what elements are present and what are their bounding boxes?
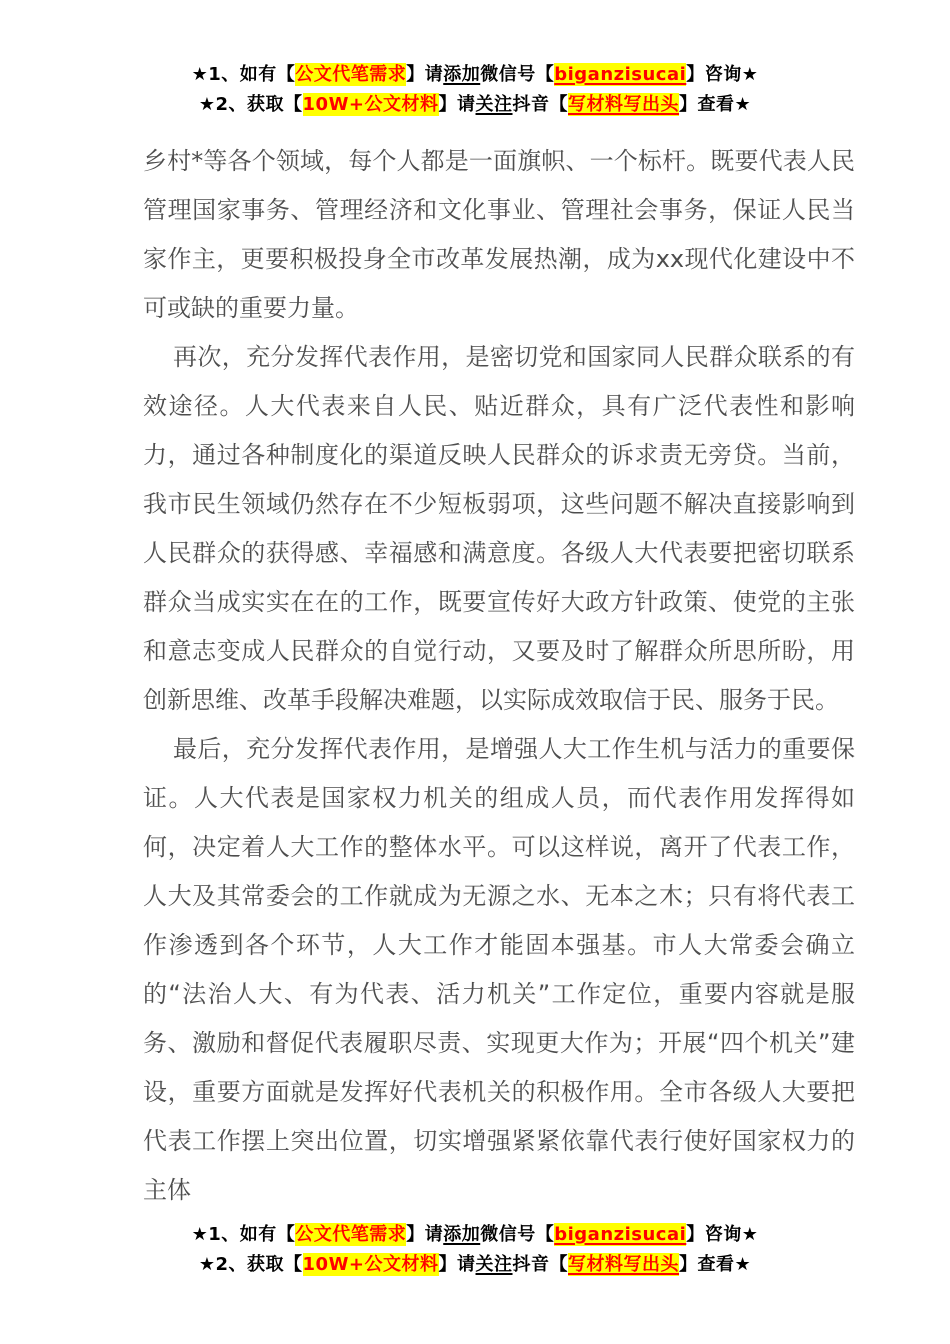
promo-text-segment: 抖音【	[512, 1254, 569, 1275]
promo-text-segment: ★1、如有【	[191, 1224, 296, 1245]
promo-text-segment: 】请	[438, 1254, 476, 1275]
promo-text-segment: 】请	[406, 64, 444, 85]
promo-footer-line-1	[0, 1220, 950, 1250]
promo-text-segment: 】查看★	[679, 94, 752, 115]
promo-text-segment: biganzisucai	[554, 64, 687, 85]
promo-text-segment: ★1、如有【	[191, 64, 296, 85]
promo-text-segment: 10W+公文材料	[302, 94, 439, 115]
promo-footer-line-2	[0, 1250, 950, 1280]
promo-text-segment: 】请	[438, 94, 476, 115]
promo-footer	[0, 1220, 950, 1280]
promo-text-segment: 关注	[475, 94, 513, 115]
document-body	[143, 137, 855, 1215]
promo-text-segment: 公文代笔需求	[295, 64, 407, 85]
body-paragraph-2: 再次，充分发挥代表作用，是密切党和国家同人民群众联系的有效途径。人大代表来自人民、贴近群众，具有广泛代表性和影响力，通过各种制度化的渠道反映人民群众的诉求责无旁贷。当前，我市民生领域仍然存在不少短板弱项，这些问题不解决直接影响到人民群众的获得感、幸福感和满意度。各级人大代表要把密切联系群众当成实实在在的工作，既要宣传好大政方针政策、使党的主张和意志变成人民群众的自觉行动，又要及时了解群众所思所盼，用创新思维、改革手段解决难题，以实际成效取信于民、服务于民。	[143, 343, 855, 714]
promo-text-segment: 抖音【	[512, 94, 569, 115]
promo-header-line-1	[0, 60, 950, 90]
promo-text-segment: 微信号【	[480, 1224, 555, 1245]
promo-text-segment: biganzisucai	[554, 1224, 687, 1245]
promo-text-segment: 】咨询★	[686, 64, 759, 85]
promo-header-line-2	[0, 90, 950, 120]
promo-header	[0, 60, 950, 120]
promo-text-segment: ★2、获取【	[198, 1254, 303, 1275]
promo-text-segment: 写材料写出头	[568, 94, 680, 115]
promo-text-segment: 微信号【	[480, 64, 555, 85]
body-paragraph-1: 乡村*等各个领域，每个人都是一面旗帜、一个标杆。既要代表人民管理国家事务、管理经济和文化事业、管理社会事务，保证人民当家作主，更要积极投身全市改革发展热潮，成为xx现代化建设中不可或缺的重要力量。	[143, 147, 855, 322]
promo-text-segment: 添加	[443, 1224, 481, 1245]
promo-text-segment: 添加	[443, 64, 481, 85]
promo-text-segment: 公文代笔需求	[295, 1224, 407, 1245]
promo-text-segment: 】查看★	[679, 1254, 752, 1275]
promo-text-segment: 关注	[475, 1254, 513, 1275]
promo-text-segment: 】请	[406, 1224, 444, 1245]
promo-text-segment: 10W+公文材料	[302, 1254, 439, 1275]
promo-text-segment: 写材料写出头	[568, 1254, 680, 1275]
body-paragraph-3: 最后，充分发挥代表作用，是增强人大工作生机与活力的重要保证。人大代表是国家权力机关的组成人员，而代表作用发挥得如何，决定着人大工作的整体水平。可以这样说，离开了代表工作，人大及其常委会的工作就成为无源之水、无本之木；只有将代表工作渗透到各个环节，人大工作才能固本强基。市人大常委会确立的“法治人大、有为代表、活力机关”工作定位，重要内容就是服务、激励和督促代表履职尽责、实现更大作为；开展“四个机关”建设，重要方面就是发挥好代表机关的积极作用。全市各级人大要把代表工作摆上突出位置，切实增强紧紧依靠代表行使好国家权力的主体	[143, 735, 855, 1204]
promo-text-segment: ★2、获取【	[198, 94, 303, 115]
promo-text-segment: 】咨询★	[686, 1224, 759, 1245]
